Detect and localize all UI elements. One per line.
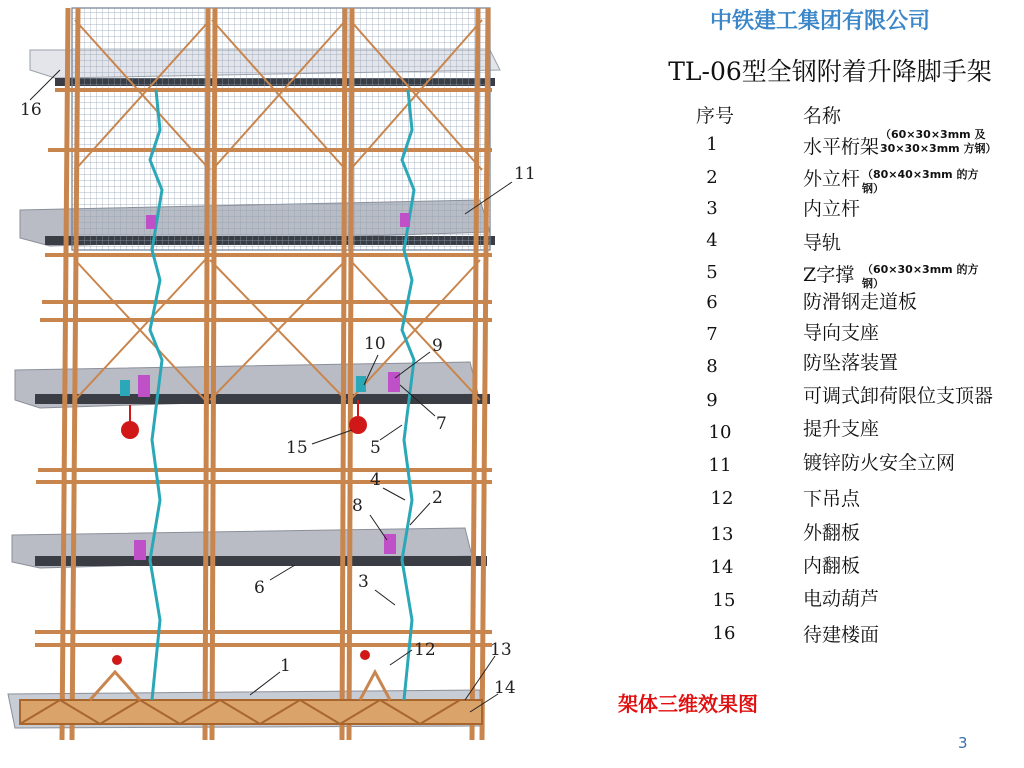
legend-note: （80×40×3mm 的方 钢）: [862, 168, 979, 195]
callout-6: 6: [254, 578, 265, 598]
legend-name: 镀锌防火安全立网: [803, 452, 956, 474]
legend-no: 13: [710, 524, 734, 545]
legend-no: 5: [706, 262, 718, 283]
callout-4: 4: [370, 470, 381, 490]
callout-16: 16: [20, 100, 42, 120]
legend-no: 3: [706, 198, 718, 219]
legend-no: 11: [708, 455, 732, 476]
callout-15: 15: [286, 438, 308, 458]
callout-8: 8: [352, 496, 363, 516]
legend-name: 防坠落装置: [803, 352, 899, 374]
callout-1: 1: [280, 656, 291, 676]
callout-9: 9: [432, 336, 443, 356]
legend-name: 提升支座: [803, 418, 880, 440]
legend-name: Z字撑: [803, 264, 855, 286]
legend-no: 4: [706, 230, 718, 251]
figure-caption: 架体三维效果图: [618, 692, 758, 716]
callout-10: 10: [364, 334, 386, 354]
legend-note: （60×30×3mm 的方 钢）: [862, 263, 979, 290]
legend-header-no: 序号: [696, 105, 735, 127]
legend-no: 1: [706, 134, 718, 155]
legend-no: 14: [710, 557, 734, 578]
legend-name: 下吊点: [803, 488, 861, 510]
callout-14: 14: [494, 678, 516, 698]
page-number: 3: [958, 734, 968, 752]
callout-11: 11: [514, 164, 536, 184]
slide-title: TL-06型全钢附着升降脚手架: [668, 57, 992, 86]
callout-13: 13: [490, 640, 512, 660]
legend-name: 待建楼面: [803, 624, 880, 646]
callout-3: 3: [358, 572, 369, 592]
legend-no: 8: [706, 356, 718, 377]
legend-name: 内立杆: [803, 198, 861, 220]
legend-no: 12: [710, 488, 734, 509]
legend-name: 防滑钢走道板: [803, 291, 918, 313]
legend-name: 外翻板: [803, 522, 861, 544]
callout-12: 12: [414, 640, 436, 660]
legend-header-name: 名称: [803, 105, 842, 127]
legend-no: 16: [712, 623, 736, 644]
legend-name: 内翻板: [803, 555, 861, 577]
legend-note: （60×30×3mm 及 30×30×3mm 方钢）: [880, 128, 997, 155]
legend-name: 水平桁架: [803, 136, 880, 158]
legend-no: 15: [712, 590, 736, 611]
legend-name: 导轨: [803, 232, 842, 254]
legend-no: 7: [706, 324, 718, 345]
callout-2: 2: [432, 488, 443, 508]
company-name: 中铁建工集团有限公司: [709, 9, 930, 34]
legend-no: 10: [708, 422, 732, 443]
legend-name: 电动葫芦: [803, 588, 880, 610]
legend-no: 6: [706, 292, 718, 313]
legend-no: 2: [706, 167, 718, 188]
legend-name: 外立杆: [803, 168, 861, 190]
legend-name: 可调式卸荷限位支顶器: [803, 385, 994, 407]
safety-mesh: [72, 8, 490, 250]
legend-name: 导向支座: [803, 322, 880, 344]
callout-7: 7: [436, 414, 447, 434]
legend-no: 9: [706, 390, 718, 411]
callout-5: 5: [370, 438, 381, 458]
